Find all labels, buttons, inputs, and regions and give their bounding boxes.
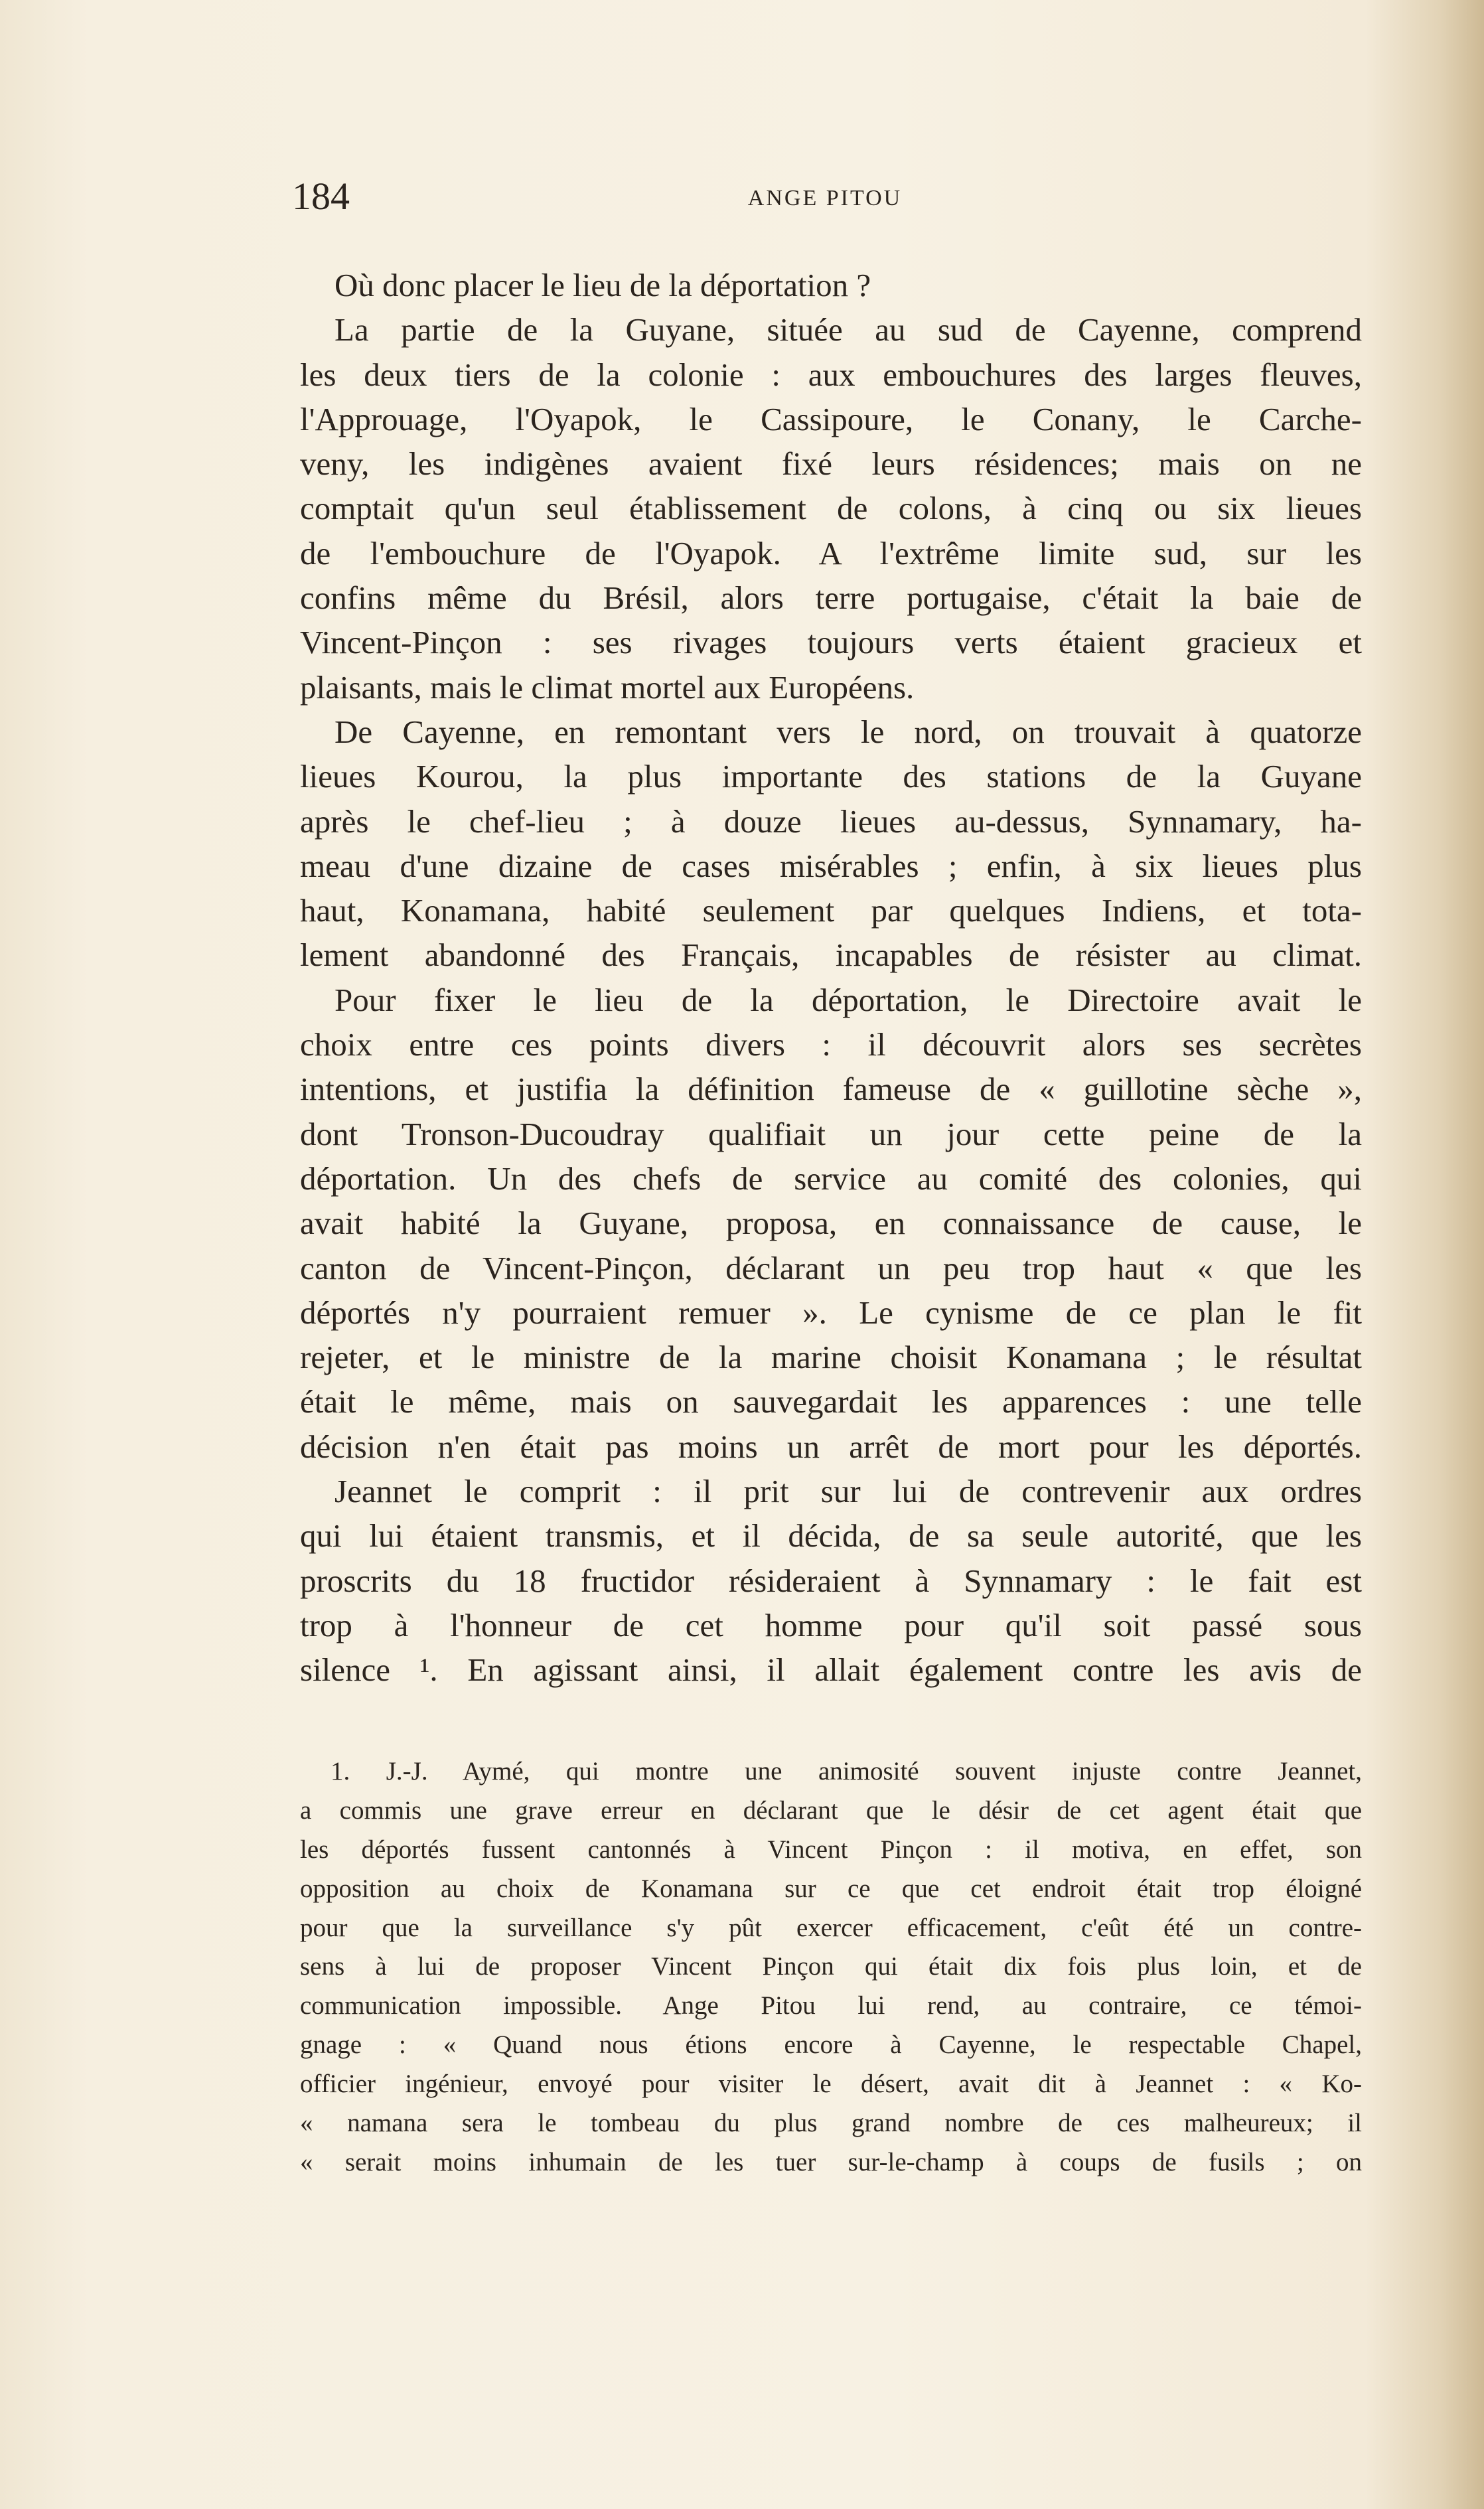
- footnote-line: communication impossible. Ange Pitou lui rend, au contraire, ce témoi-: [300, 1991, 1362, 2020]
- text-line: proscrits du 18 fructidor résideraient à Synnamary : le fait est: [300, 1562, 1362, 1599]
- text-line: silence ¹. En agissant ainsi, il allait également contre les avis de: [300, 1651, 1362, 1689]
- text-line: Vincent-Pinçon : ses rivages toujours verts étaient gracieux et: [300, 624, 1362, 661]
- text-line: veny, les indigènes avaient fixé leurs résidences; mais on ne: [300, 445, 1362, 483]
- footnote-line: pour que la surveillance s'y pût exercer efficacement, c'eût été un contre-: [300, 1913, 1362, 1942]
- text-line: De Cayenne, en remontant vers le nord, on trouvait à quatorze: [334, 713, 1362, 750]
- text-line: était le même, mais on sauvegardait les apparences : une telle: [300, 1383, 1362, 1420]
- body-text: [300, 263, 1362, 1693]
- text-line: plaisants, mais le climat mortel aux Européens.: [300, 668, 915, 706]
- text-line: dont Tronson-Ducoudray qualifiait un jour cette peine de la: [300, 1115, 1362, 1152]
- text-line: décision n'en était pas moins un arrêt de mort pour les déportés.: [300, 1428, 1362, 1465]
- text-line: comptait qu'un seul établissement de colons, à cinq ou six lieues: [300, 490, 1362, 527]
- text-line: qui lui étaient transmis, et il décida, de sa seule autorité, que les: [300, 1517, 1362, 1555]
- text-line: meau d'une dizaine de cases misérables ; enfin, à six lieues plus: [300, 847, 1362, 884]
- footnote-line: sens à lui de proposer Vincent Pinçon qui était dix fois plus loin, et de: [300, 1952, 1362, 1981]
- page-number: 184: [292, 175, 350, 218]
- footnote-line: officier ingénieur, envoyé pour visiter le désert, avait dit à Jeannet : « Ko-: [300, 2070, 1362, 2099]
- text-line: déportation. Un des chefs de service au comité des colonies, qui: [300, 1160, 1362, 1197]
- footnote-line: opposition au choix de Konamana sur ce que cet endroit était trop éloigné: [300, 1874, 1362, 1903]
- text-line: les deux tiers de la colonie : aux embouchures des larges fleuves,: [300, 356, 1362, 393]
- footnote-line: les déportés fussent cantonnés à Vincent Pinçon : il motiva, en effet, son: [300, 1835, 1362, 1864]
- text-line: lieues Kourou, la plus importante des stations de la Guyane: [300, 758, 1362, 795]
- text-line: La partie de la Guyane, située au sud de Cayenne, comprend: [334, 311, 1362, 348]
- footnote-line: a commis une grave erreur en déclarant que le désir de cet agent était que: [300, 1795, 1362, 1825]
- running-title: ANGE PITOU: [747, 186, 903, 210]
- footnote: [300, 1752, 1362, 2182]
- footnote-line: « namana sera le tombeau du plus grand nombre de ces malheureux; il: [300, 2109, 1362, 2138]
- text-line: l'Approuage, l'Oyapok, le Cassipoure, le Conany, le Carche-: [300, 400, 1362, 437]
- text-line: confins même du Brésil, alors terre portugaise, c'était la baie de: [300, 579, 1362, 617]
- text-line: rejeter, et le ministre de la marine choisit Konamana ; le résultat: [300, 1339, 1362, 1376]
- text-line: Où donc placer le lieu de la déportation ?: [334, 267, 871, 303]
- text-line: haut, Konamana, habité seulement par quelques Indiens, et tota-: [300, 892, 1362, 929]
- text-line: de l'embouchure de l'Oyapok. A l'extrême limite sud, sur les: [300, 534, 1362, 571]
- text-line: Pour fixer le lieu de la déportation, le Directoire avait le: [334, 981, 1362, 1018]
- text-line: choix entre ces points divers : il découvrit alors ses secrètes: [300, 1026, 1362, 1063]
- text-line: Jeannet le comprit : il prit sur lui de contrevenir aux ordres: [334, 1473, 1362, 1510]
- footnote-line: 1. J.-J. Aymé, qui montre une animosité souvent injuste contre Jeannet,: [331, 1757, 1362, 1786]
- text-line: avait habité la Guyane, proposa, en connaissance de cause, le: [300, 1205, 1362, 1242]
- footnote-line: « serait moins inhumain de les tuer sur-le-champ à coups de fusils ; on: [300, 2147, 1362, 2176]
- text-line: canton de Vincent-Pinçon, déclarant un peu trop haut « que les: [300, 1249, 1362, 1286]
- text-line: lement abandonné des Français, incapables de résister au climat.: [300, 937, 1362, 974]
- footnote-line: gnage : « Quand nous étions encore à Cayenne, le respectable Chapel,: [300, 2030, 1362, 2060]
- text-line: trop à l'honneur de cet homme pour qu'il soit passé sous: [300, 1606, 1362, 1643]
- text-line: après le chef-lieu ; à douze lieues au-dessus, Synnamary, ha-: [300, 802, 1362, 840]
- text-line: intentions, et justifia la définition fameuse de « guillotine sèche »,: [300, 1071, 1362, 1108]
- text-line: déportés n'y pourraient remuer ». Le cynisme de ce plan le fit: [300, 1294, 1362, 1331]
